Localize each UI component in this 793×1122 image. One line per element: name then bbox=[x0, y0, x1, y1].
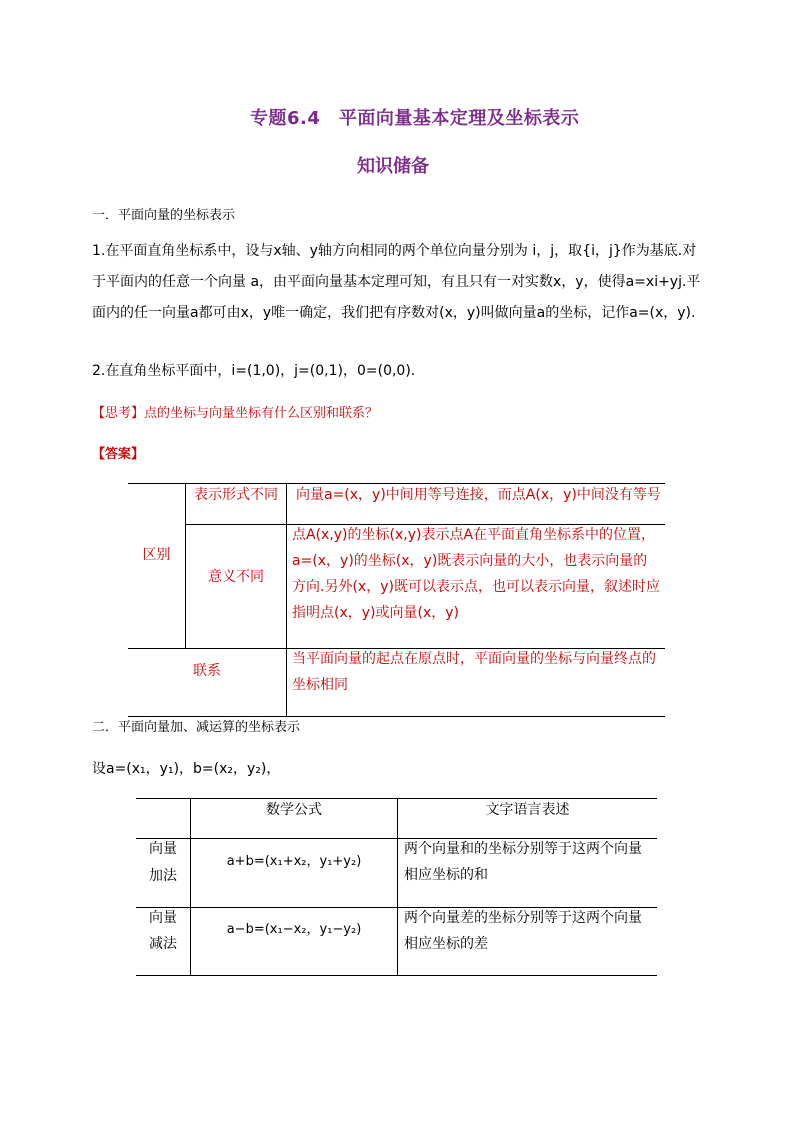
subtraction-label-line1: 向量 bbox=[149, 910, 177, 926]
section1-paragraph-1: 1.在平面直角坐标系中，设与x轴、y轴方向相同的两个单位向量分别为 i，j，取{i，j}作为基底.对于平面内的任意一个向量 a，由平面向量基本定理可知，有且只有一对实数x，y，使得a=xi+yj.平面内的任一向量a都可由x，y唯一确定，我们把有序数对(x，y)叫做向量a的坐标，记作a=(x，y). bbox=[92, 243, 701, 321]
subtraction-description: 两个向量差的坐标分别等于这两个向量相应坐标的差 bbox=[404, 910, 642, 952]
section2-setup: 设a=(x₁，y₁)，b=(x₂，y₂)， bbox=[92, 761, 281, 777]
group-label-difference: 区别 bbox=[142, 547, 171, 563]
addition-description: 两个向量和的坐标分别等于这两个向量相应坐标的和 bbox=[404, 841, 642, 883]
think-prompt: 【思考】点的坐标与向量坐标有什么区别和联系？ bbox=[92, 406, 379, 421]
section2-heading: 二．平面向量加、减运算的坐标表示 bbox=[92, 720, 301, 735]
subtraction-formula: a−b=(x₁−x₂，y₁−y₂) bbox=[226, 922, 362, 937]
row1-label: 表示形式不同 bbox=[194, 487, 278, 503]
section1-heading: 一．平面向量的坐标表示 bbox=[92, 208, 236, 223]
addition-label-line1: 向量 bbox=[149, 841, 177, 857]
header-formula: 数学公式 bbox=[266, 802, 322, 818]
row2-text: 点A(x,y)的坐标(x,y)表示点A在平面直角坐标系中的位置，a=(x，y)的坐标(x，y)既表示向量的大小，也表示向量的方向.另外(x，y)既可以表示点，也可以表示向量，叙述时应指明点(x，y)或向量(x，y) bbox=[292, 527, 660, 621]
section1-paragraph-2: 2.在直角坐标平面中，i=(1,0)，j=(0,1)，0=(0,0). bbox=[92, 363, 416, 379]
row2-label: 意义不同 bbox=[208, 569, 264, 585]
header-description: 文字语言表述 bbox=[485, 802, 570, 818]
row3-label: 联系 bbox=[193, 663, 221, 679]
addition-label-line2: 加法 bbox=[149, 868, 177, 884]
subtraction-label-line2: 减法 bbox=[149, 936, 177, 952]
addition-formula: a+b=(x₁+x₂，y₁+y₂) bbox=[226, 854, 362, 869]
page-title: 专题6.4 平面向量基本定理及坐标表示 bbox=[250, 108, 580, 129]
answer-label: 【答案】 bbox=[92, 447, 145, 462]
row3-text: 当平面向量的起点在原点时，平面向量的坐标与向量终点的坐标相同 bbox=[292, 651, 656, 693]
row1-text: 向量a=(x，y)中间用等号连接，而点A(x，y)中间没有等号 bbox=[296, 487, 661, 503]
page-subtitle: 知识储备 bbox=[357, 156, 429, 177]
